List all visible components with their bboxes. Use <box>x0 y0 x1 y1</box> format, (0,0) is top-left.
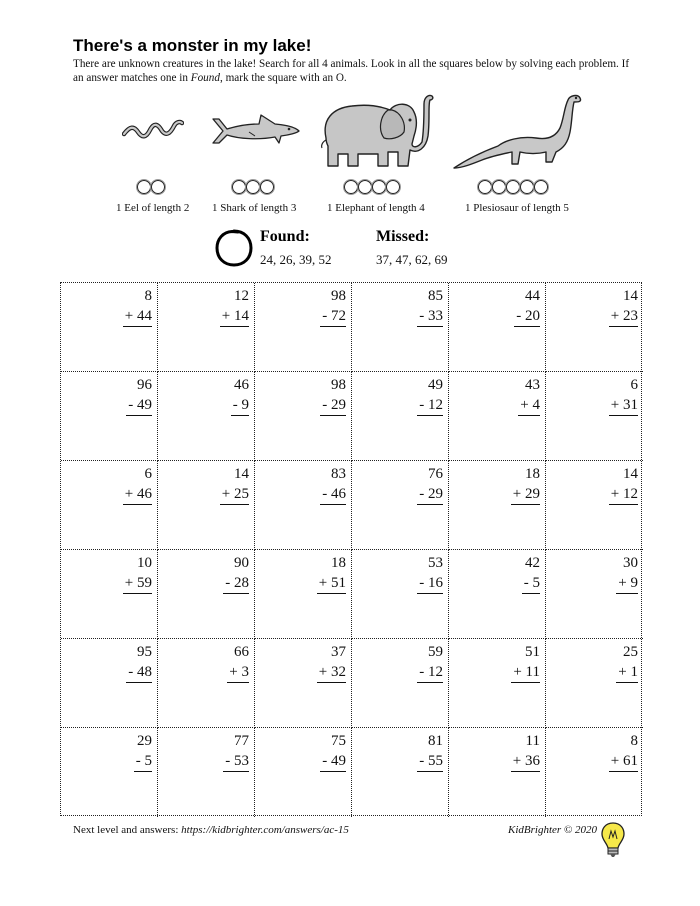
problem <box>417 464 443 505</box>
problem-cell[interactable] <box>61 728 158 817</box>
problem <box>126 642 152 683</box>
problem <box>417 731 443 772</box>
shark-length-rings <box>232 180 274 194</box>
first-number: 66 <box>234 644 249 660</box>
first-number: 96 <box>137 377 152 393</box>
first-number: 90 <box>234 555 249 571</box>
missed-values: 37, 47, 62, 69 <box>376 252 448 267</box>
problem <box>123 553 152 594</box>
first-number: 51 <box>525 644 540 660</box>
problem-cell[interactable] <box>158 728 255 817</box>
length-ring <box>151 180 165 194</box>
operation-and-second-number: + 29 <box>511 484 540 505</box>
footer-brand: KidBrighter © 2020 <box>508 824 598 836</box>
length-ring <box>478 180 492 194</box>
lightbulb-icon <box>600 821 626 859</box>
operation-and-second-number: - 20 <box>514 306 540 327</box>
operation-and-second-number: + 32 <box>317 662 346 683</box>
length-ring <box>372 180 386 194</box>
problem <box>320 464 346 505</box>
operation-and-second-number: - 5 <box>134 751 152 772</box>
operation-and-second-number: + 14 <box>220 306 249 327</box>
length-ring <box>534 180 548 194</box>
operation-and-second-number: - 28 <box>223 573 249 594</box>
problem <box>320 731 346 772</box>
problem-cell[interactable] <box>546 461 643 550</box>
operation-and-second-number: - 72 <box>320 306 346 327</box>
problem-cell[interactable] <box>158 372 255 461</box>
first-number: 8 <box>630 733 638 749</box>
problem <box>511 464 540 505</box>
instructions: There are unknown creatures in the lake! Search for all 4 animals. Look in all the squares below by solving each problem. If an answer matches one in Found, mark the square with an O. <box>73 58 630 84</box>
first-number: 59 <box>428 644 443 660</box>
problem <box>511 731 540 772</box>
problem-cell[interactable] <box>352 550 449 639</box>
first-number: 14 <box>234 466 249 482</box>
problem <box>609 375 638 416</box>
problem-cell[interactable] <box>352 372 449 461</box>
first-number: 14 <box>623 466 638 482</box>
problem <box>522 553 540 594</box>
mark-circle-icon <box>214 228 254 268</box>
first-number: 46 <box>234 377 249 393</box>
shark-label: 1 Shark of length 3 <box>212 202 297 214</box>
operation-and-second-number: + 59 <box>123 573 152 594</box>
first-number: 14 <box>623 288 638 304</box>
problem <box>609 464 638 505</box>
operation-and-second-number: + 9 <box>616 573 638 594</box>
first-number: 95 <box>137 644 152 660</box>
found-heading: Found: <box>260 228 310 245</box>
eel-label: 1 Eel of length 2 <box>116 202 190 214</box>
first-number: 43 <box>525 377 540 393</box>
problem <box>616 642 638 683</box>
operation-and-second-number: - 16 <box>417 573 443 594</box>
length-ring <box>358 180 372 194</box>
problem <box>417 286 443 327</box>
problem-cell[interactable] <box>61 461 158 550</box>
problem-cell[interactable] <box>158 461 255 550</box>
problem <box>220 464 249 505</box>
problem <box>223 553 249 594</box>
first-number: 98 <box>331 377 346 393</box>
problem-cell[interactable] <box>61 372 158 461</box>
operation-and-second-number: - 53 <box>223 751 249 772</box>
first-number: 42 <box>525 555 540 571</box>
problem-cell[interactable] <box>546 550 643 639</box>
problem-cell[interactable] <box>255 372 352 461</box>
length-ring <box>520 180 534 194</box>
problem <box>220 286 249 327</box>
problem <box>514 286 540 327</box>
problem <box>320 286 346 327</box>
operation-and-second-number: + 12 <box>609 484 638 505</box>
first-number: 6 <box>630 377 638 393</box>
problem-cell[interactable] <box>158 283 255 372</box>
problem-cell[interactable] <box>449 728 546 817</box>
problem <box>518 375 540 416</box>
problem-cell[interactable] <box>255 283 352 372</box>
problem-cell[interactable] <box>255 550 352 639</box>
problem-cell[interactable] <box>61 550 158 639</box>
operation-and-second-number: + 44 <box>123 306 152 327</box>
problem-cell[interactable] <box>158 639 255 728</box>
page-title: There's a monster in my lake! <box>73 36 312 55</box>
operation-and-second-number: - 5 <box>522 573 540 594</box>
problem-cell[interactable] <box>546 372 643 461</box>
problem <box>417 553 443 594</box>
problem <box>223 731 249 772</box>
first-number: 25 <box>623 644 638 660</box>
problem-grid <box>60 282 642 816</box>
problem-cell[interactable] <box>546 728 643 817</box>
problem <box>417 642 443 683</box>
problem-cell[interactable] <box>255 728 352 817</box>
first-number: 30 <box>623 555 638 571</box>
problem-cell[interactable] <box>255 461 352 550</box>
length-ring <box>386 180 400 194</box>
operation-and-second-number: - 49 <box>126 395 152 416</box>
operation-and-second-number: - 29 <box>320 395 346 416</box>
operation-and-second-number: - 12 <box>417 662 443 683</box>
problem <box>616 553 638 594</box>
first-number: 6 <box>144 466 152 482</box>
footer-answers-link[interactable]: Next level and answers: https://kidbrighter.com/answers/ac-15 <box>73 824 349 836</box>
length-ring <box>492 180 506 194</box>
operation-and-second-number: - 33 <box>417 306 443 327</box>
operation-and-second-number: + 4 <box>518 395 540 416</box>
operation-and-second-number: - 29 <box>417 484 443 505</box>
eel-length-rings <box>137 180 165 194</box>
elephant-icon <box>318 90 436 172</box>
plesiosaur-label: 1 Plesiosaur of length 5 <box>465 202 569 214</box>
first-number: 37 <box>331 644 346 660</box>
operation-and-second-number: + 61 <box>609 751 638 772</box>
first-number: 75 <box>331 733 346 749</box>
operation-and-second-number: - 48 <box>126 662 152 683</box>
problem-cell[interactable] <box>546 639 643 728</box>
problem-cell[interactable] <box>449 372 546 461</box>
plesiosaur-icon <box>452 92 586 172</box>
problem-cell[interactable] <box>449 639 546 728</box>
plesiosaur-length-rings <box>478 180 548 194</box>
problem-cell[interactable] <box>61 283 158 372</box>
problem <box>609 286 638 327</box>
first-number: 18 <box>525 466 540 482</box>
problem <box>123 286 152 327</box>
operation-and-second-number: + 31 <box>609 395 638 416</box>
length-ring <box>232 180 246 194</box>
first-number: 44 <box>525 288 540 304</box>
missed-heading: Missed: <box>376 228 430 245</box>
operation-and-second-number: - 9 <box>231 395 249 416</box>
operation-and-second-number: + 3 <box>227 662 249 683</box>
problem-cell[interactable] <box>449 461 546 550</box>
problem <box>417 375 443 416</box>
length-ring <box>260 180 274 194</box>
first-number: 76 <box>428 466 443 482</box>
first-number: 53 <box>428 555 443 571</box>
first-number: 85 <box>428 288 443 304</box>
first-number: 83 <box>331 466 346 482</box>
first-number: 8 <box>144 288 152 304</box>
first-number: 98 <box>331 288 346 304</box>
problem <box>317 642 346 683</box>
eel-icon <box>122 118 184 140</box>
operation-and-second-number: + 1 <box>616 662 638 683</box>
shark-icon <box>209 113 301 151</box>
operation-and-second-number: + 11 <box>511 662 540 683</box>
problem <box>609 731 638 772</box>
length-ring <box>246 180 260 194</box>
problem <box>317 553 346 594</box>
elephant-label: 1 Elephant of length 4 <box>327 202 425 214</box>
problem-cell[interactable] <box>255 639 352 728</box>
length-ring <box>344 180 358 194</box>
first-number: 10 <box>137 555 152 571</box>
found-values: 24, 26, 39, 52 <box>260 252 332 267</box>
operation-and-second-number: + 36 <box>511 751 540 772</box>
elephant-length-rings <box>344 180 400 194</box>
first-number: 12 <box>234 288 249 304</box>
operation-and-second-number: + 51 <box>317 573 346 594</box>
length-ring <box>137 180 151 194</box>
problem-cell[interactable] <box>449 283 546 372</box>
problem-cell[interactable] <box>158 550 255 639</box>
problem-cell[interactable] <box>352 728 449 817</box>
first-number: 18 <box>331 555 346 571</box>
problem <box>126 375 152 416</box>
operation-and-second-number: - 55 <box>417 751 443 772</box>
first-number: 77 <box>234 733 249 749</box>
first-number: 11 <box>525 733 540 749</box>
first-number: 81 <box>428 733 443 749</box>
problem <box>511 642 540 683</box>
problem-cell[interactable] <box>352 461 449 550</box>
operation-and-second-number: + 25 <box>220 484 249 505</box>
problem <box>320 375 346 416</box>
problem <box>231 375 249 416</box>
first-number: 49 <box>428 377 443 393</box>
operation-and-second-number: + 23 <box>609 306 638 327</box>
first-number: 29 <box>137 733 152 749</box>
operation-and-second-number: - 46 <box>320 484 346 505</box>
problem <box>227 642 249 683</box>
problem-cell[interactable] <box>546 283 643 372</box>
problem <box>123 464 152 505</box>
problem-cell[interactable] <box>449 550 546 639</box>
problem-cell[interactable] <box>352 283 449 372</box>
problem-cell[interactable] <box>61 639 158 728</box>
length-ring <box>506 180 520 194</box>
problem-cell[interactable] <box>352 639 449 728</box>
operation-and-second-number: - 49 <box>320 751 346 772</box>
operation-and-second-number: - 12 <box>417 395 443 416</box>
operation-and-second-number: + 46 <box>123 484 152 505</box>
problem <box>134 731 152 772</box>
